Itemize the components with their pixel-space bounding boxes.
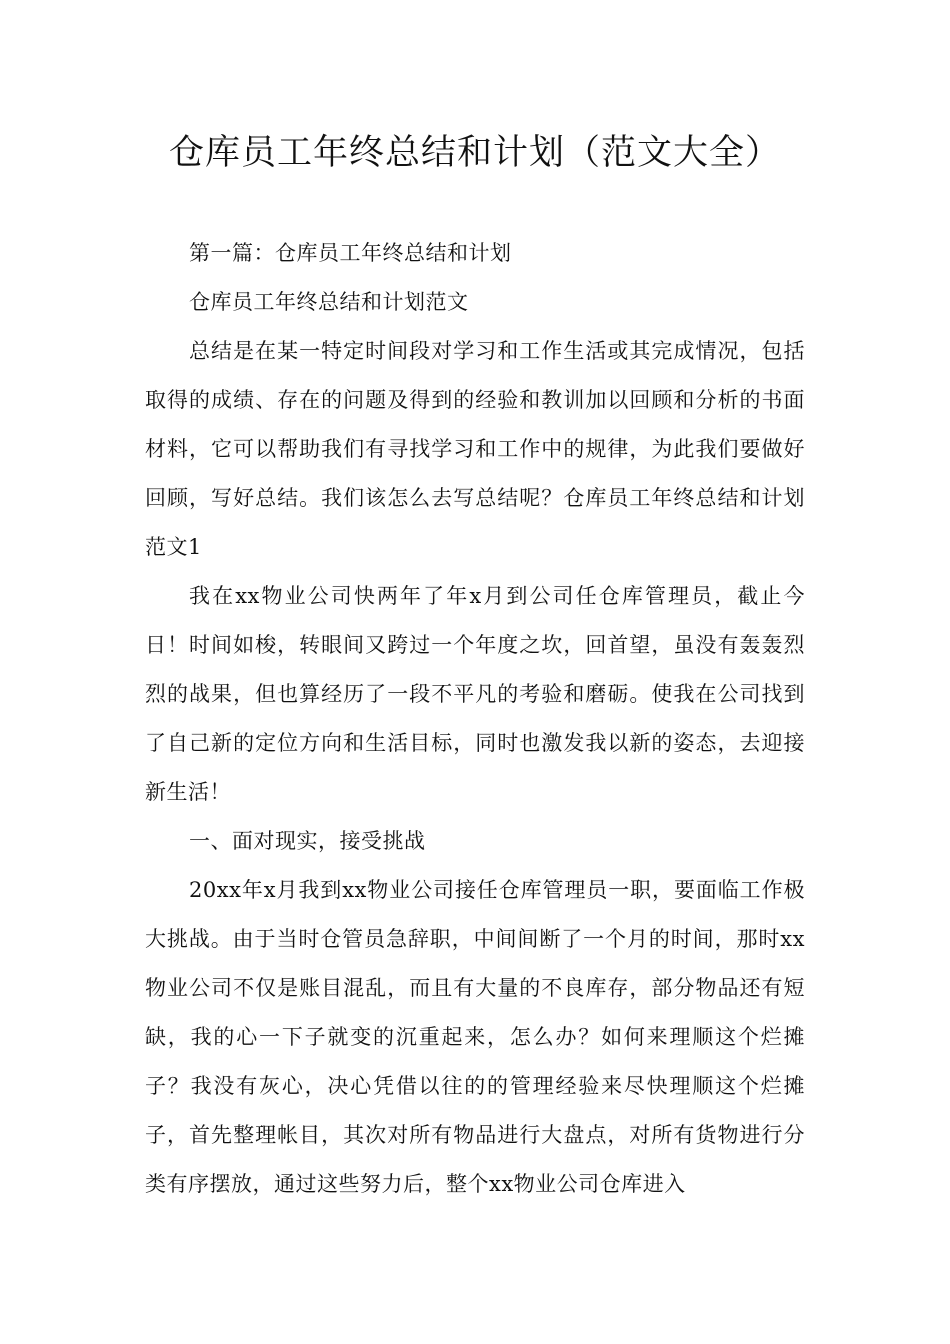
section-heading: 第一篇：仓库员工年终总结和计划 [189,241,512,265]
document-title: 仓库员工年终总结和计划（范文大全） [168,133,781,173]
document-body [145,229,805,1209]
body-paragraph: 20xx年x月我到xx物业公司接任仓库管理员一职，要面临工作极大挑战。由于当时仓管员急辞职，中间间断了一个月的时间，那时xx物业公司不仅是账目混乱，而且有大量的不良库存，部分物品还有短缺，我的心一下子就变的沉重起来，怎么办？如何来理顺这个烂摊子？我没有灰心，决心凭借以往的的管理经验来尽快理顺这个烂摊子，首先整理帐目，其次对所有物品进行大盘点，对所有货物进行分类有序摆放，通过这些努力后，整个xx物业公司仓库进入 [145,878,805,1196]
subtitle-paragraph: 仓库员工年终总结和计划范文 [189,290,469,314]
body-paragraph: 我在xx物业公司快两年了年x月到公司任仓库管理员，截止今日！时间如梭，转眼间又跨过一个年度之坎，回首望，虽没有轰轰烈烈的战果，但也算经历了一段不平凡的考验和磨砺。使我在公司找到了自己新的定位方向和生活目标，同时也激发我以新的姿态，去迎接新生活！ [145,584,805,804]
body-paragraph: 总结是在某一特定时间段对学习和工作生活或其完成情况，包括取得的成绩、存在的问题及得到的经验和教训加以回顾和分析的书面材料，它可以帮助我们有寻找学习和工作中的规律，为此我们要做好回顾，写好总结。我们该怎么去写总结呢？仓库员工年终总结和计划范文1 [145,339,805,559]
subsection-heading: 一、面对现实，接受挑战 [189,829,426,853]
